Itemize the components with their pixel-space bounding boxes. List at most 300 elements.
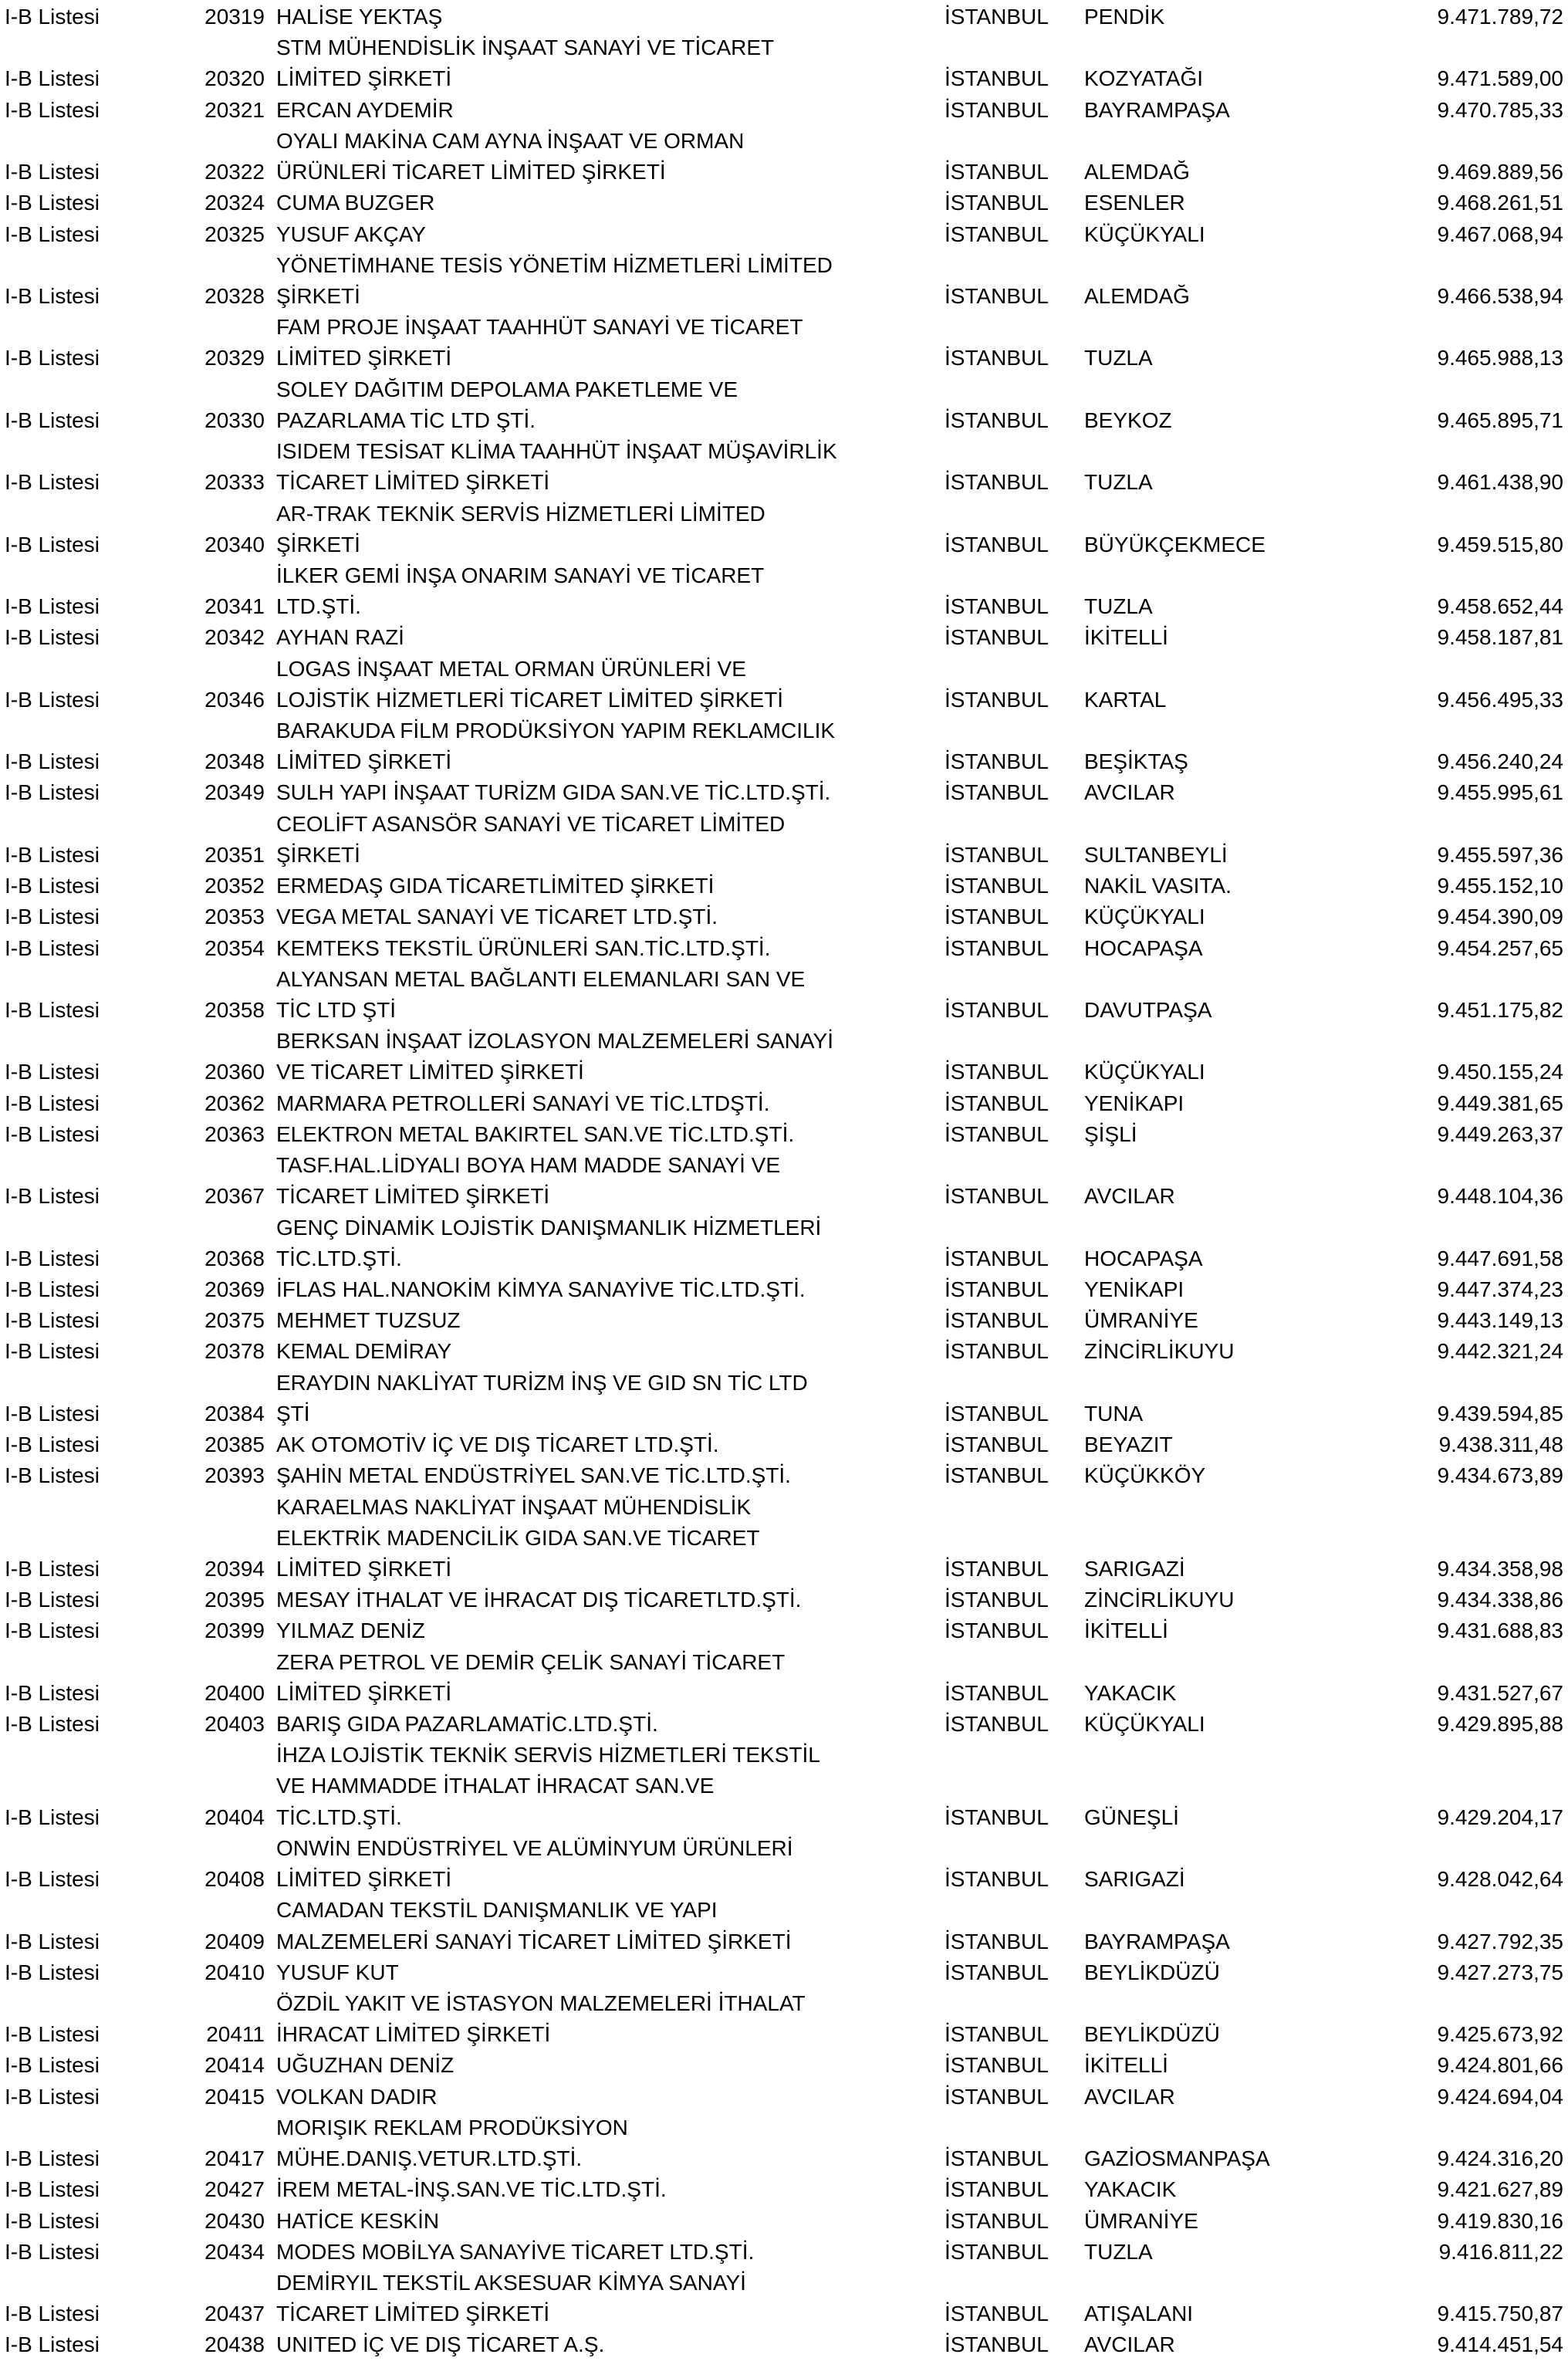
table-row <box>0 250 1563 312</box>
amount: 9.429.895,88 <box>1437 1712 1563 1737</box>
table-row <box>0 1988 1563 2050</box>
district: KÜÇÜKKÖY <box>1084 1463 1206 1488</box>
city: İSTANBUL <box>945 2084 1049 2109</box>
company-name-line: İHZA LOJİSTİK TEKNİK SERVİS HİZMETLERİ TEKSTİL <box>276 1743 820 1767</box>
record-number: 20410 <box>204 1960 265 1984</box>
table-row <box>0 1368 1563 1429</box>
table-row <box>0 436 1563 498</box>
city: İSTANBUL <box>945 1091 1049 1115</box>
list-label: I-B Listesi <box>5 1339 100 1364</box>
table-row <box>0 1615 1563 1646</box>
company-name-line: İHRACAT LİMİTED ŞİRKETİ <box>276 2022 551 2047</box>
company-name-line: YUSUF KUT <box>276 1960 399 1984</box>
city: İSTANBUL <box>945 346 1049 370</box>
table-row <box>0 126 1563 188</box>
record-number: 20384 <box>204 1401 265 1426</box>
company-name-line: TİCARET LİMİTED ŞİRKETİ <box>276 2302 550 2326</box>
company-name <box>265 2112 945 2174</box>
company-name-line: TİC LTD ŞTİ <box>276 998 397 1022</box>
city: İSTANBUL <box>945 625 1049 650</box>
city: İSTANBUL <box>945 408 1049 432</box>
company-name-line: MODES MOBİLYA SANAYİVE TİCARET LTD.ŞTİ. <box>276 2239 755 2264</box>
table-row <box>0 1740 1563 1833</box>
company-name <box>265 1088 945 1119</box>
record-number: 20346 <box>204 687 265 712</box>
company-name <box>265 2082 945 2112</box>
district: AVCILAR <box>1084 1184 1175 1209</box>
amount: 9.451.175,82 <box>1437 998 1563 1022</box>
list-label: I-B Listesi <box>5 842 100 867</box>
company-name <box>265 188 945 218</box>
table-row <box>0 715 1563 777</box>
list-label: I-B Listesi <box>5 346 100 370</box>
company-name <box>265 2 945 32</box>
company-name-line: ŞTİ <box>276 1401 310 1426</box>
city: İSTANBUL <box>945 191 1049 215</box>
list-label: I-B Listesi <box>5 935 100 960</box>
list-label: I-B Listesi <box>5 2239 100 2264</box>
city: İSTANBUL <box>945 1401 1049 1426</box>
table-row <box>0 2206 1563 2237</box>
company-name-line: UNITED İÇ VE DIŞ TİCARET A.Ş. <box>276 2332 605 2357</box>
table-row <box>0 1274 1563 1305</box>
table-row <box>0 1336 1563 1367</box>
list-label: I-B Listesi <box>5 97 100 122</box>
list-label: I-B Listesi <box>5 2332 100 2357</box>
company-name-line: HATİCE KESKİN <box>276 2208 440 2233</box>
amount: 9.431.688,83 <box>1437 1619 1563 1643</box>
amount: 9.428.042,64 <box>1437 1867 1563 1892</box>
amount: 9.449.381,65 <box>1437 1091 1563 1115</box>
city: İSTANBUL <box>945 2208 1049 2233</box>
company-name <box>265 1833 945 1895</box>
city: İSTANBUL <box>945 1680 1049 1705</box>
amount: 9.424.316,20 <box>1437 2146 1563 2171</box>
company-name-line: MALZEMELERİ SANAYİ TİCARET LİMİTED ŞİRKETİ <box>276 1929 792 1953</box>
city: İSTANBUL <box>945 1060 1049 1084</box>
company-name <box>265 2206 945 2237</box>
district: GÜNEŞLİ <box>1084 1805 1179 1829</box>
list-label: I-B Listesi <box>5 66 100 91</box>
city: İSTANBUL <box>945 1619 1049 1643</box>
table-row <box>0 1585 1563 1615</box>
company-name-line: TİC.LTD.ŞTİ. <box>276 1805 402 1829</box>
district: BÜYÜKÇEKMECE <box>1084 532 1266 556</box>
company-name-line: ERAYDIN NAKLİYAT TURİZM İNŞ VE GID SN TİC LTD <box>276 1370 808 1395</box>
list-label: I-B Listesi <box>5 1588 100 1612</box>
list-label: I-B Listesi <box>5 1960 100 1984</box>
company-name-line: MORIŞIK REKLAM PRODÜKSİYON <box>276 2115 628 2139</box>
city: İSTANBUL <box>945 97 1049 122</box>
company-name-line: YÖNETİMHANE TESİS YÖNETİM HİZMETLERİ LİMİTED <box>276 252 833 277</box>
company-name-line: ŞİRKETİ <box>276 532 360 556</box>
amount: 9.456.240,24 <box>1437 749 1563 774</box>
list-label: I-B Listesi <box>5 1680 100 1705</box>
table-row <box>0 809 1563 871</box>
district: İKİTELLİ <box>1084 625 1168 650</box>
amount: 9.434.338,86 <box>1437 1588 1563 1612</box>
city: İSTANBUL <box>945 1432 1049 1457</box>
table-row <box>0 1895 1563 1957</box>
district: KÜÇÜKYALI <box>1084 1060 1205 1084</box>
table-row <box>0 964 1563 1026</box>
list-label: I-B Listesi <box>5 998 100 1022</box>
company-name-line: ZERA PETROL VE DEMİR ÇELİK SANAYİ TİCARET <box>276 1649 786 1674</box>
table-row <box>0 1305 1563 1336</box>
amount: 9.419.830,16 <box>1437 2208 1563 2233</box>
company-name <box>265 1429 945 1460</box>
company-name <box>265 1460 945 1491</box>
table-row <box>0 2174 1563 2205</box>
amount: 9.454.257,65 <box>1437 935 1563 960</box>
record-number: 20434 <box>204 2239 265 2264</box>
list-label: I-B Listesi <box>5 470 100 495</box>
table-row <box>0 32 1563 94</box>
amount: 9.449.263,37 <box>1437 1121 1563 1146</box>
company-name <box>265 2237 945 2268</box>
table-row <box>0 1957 1563 1988</box>
table-row <box>0 654 1563 715</box>
company-name-line: ALYANSAN METAL BAĞLANTI ELEMANLARI SAN VE <box>276 966 806 991</box>
company-name-line: LOJİSTİK HİZMETLERİ TİCARET LİMİTED ŞİRKETİ <box>276 687 784 712</box>
company-name-line: BARIŞ GIDA PAZARLAMATİC.LTD.ŞTİ. <box>276 1712 658 1737</box>
district: BEŞİKTAŞ <box>1084 749 1188 774</box>
company-name <box>265 560 945 622</box>
list-label: I-B Listesi <box>5 1308 100 1333</box>
company-name-line: BARAKUDA FİLM PRODÜKSİYON YAPIM REKLAMCILIK <box>276 719 836 743</box>
list-label: I-B Listesi <box>5 2302 100 2326</box>
company-name-line: ŞİRKETİ <box>276 842 360 867</box>
company-name-line: LİMİTED ŞİRKETİ <box>276 1867 452 1892</box>
record-number: 20358 <box>204 998 265 1022</box>
list-label: I-B Listesi <box>5 1929 100 1953</box>
company-name-line: VOLKAN DADIR <box>276 2084 438 2109</box>
district: AVCILAR <box>1084 780 1175 805</box>
table-row <box>0 1429 1563 1460</box>
district: YENİKAPI <box>1084 1091 1184 1115</box>
record-number: 20362 <box>204 1091 265 1115</box>
amount: 9.471.589,00 <box>1437 66 1563 91</box>
table-row <box>0 622 1563 653</box>
district: SARIGAZİ <box>1084 1556 1185 1581</box>
record-number: 20354 <box>204 935 265 960</box>
company-name-line: SOLEY DAĞITIM DEPOLAMA PAKETLEME VE <box>276 377 738 401</box>
record-number: 20333 <box>204 470 265 495</box>
list-label: I-B Listesi <box>5 532 100 556</box>
company-name <box>265 95 945 126</box>
table-row <box>0 1647 1563 1709</box>
company-name <box>265 901 945 932</box>
district: İKİTELLİ <box>1084 1619 1168 1643</box>
record-number: 20375 <box>204 1308 265 1333</box>
company-name-line: İREM METAL-İNŞ.SAN.VE TİC.LTD.ŞTİ. <box>276 2177 667 2202</box>
district: ZİNCİRLİKUYU <box>1084 1588 1235 1612</box>
amount: 9.443.149,13 <box>1437 1308 1563 1333</box>
city: İSTANBUL <box>945 2146 1049 2171</box>
district: BEYLİKDÜZÜ <box>1084 1960 1220 1984</box>
amount: 9.427.792,35 <box>1437 1929 1563 1953</box>
amount: 9.416.811,22 <box>1438 2239 1563 2264</box>
company-name <box>265 1615 945 1646</box>
district: BEYKOZ <box>1084 408 1172 432</box>
company-name-line: ÜRÜNLERİ TİCARET LİMİTED ŞİRKETİ <box>276 160 666 184</box>
district: TUNA <box>1084 1401 1144 1426</box>
company-name <box>265 654 945 715</box>
company-name-line: CEOLİFT ASANSÖR SANAYİ VE TİCARET LİMİTED <box>276 811 786 836</box>
company-name <box>265 499 945 560</box>
city: İSTANBUL <box>945 470 1049 495</box>
company-name-line: GENÇ DİNAMİK LOJİSTİK DANIŞMANLIK HİZMETLERİ <box>276 1215 822 1240</box>
city: İSTANBUL <box>945 687 1049 712</box>
company-name <box>265 1895 945 1957</box>
city: İSTANBUL <box>945 935 1049 960</box>
company-name-line: FAM PROJE İNŞAAT TAAHHÜT SANAYİ VE TİCARET <box>276 315 803 340</box>
city: İSTANBUL <box>945 160 1049 184</box>
district: ATIŞALANI <box>1084 2302 1194 2326</box>
amount: 9.458.187,81 <box>1437 625 1563 650</box>
company-name-line: İFLAS HAL.NANOKİM KİMYA SANAYİVE TİC.LTD.ŞTİ. <box>276 1277 806 1301</box>
table-row <box>0 188 1563 218</box>
company-name-line: SULH YAPI İNŞAAT TURİZM GIDA SAN.VE TİC.LTD.ŞTİ. <box>276 780 831 805</box>
table-row <box>0 374 1563 436</box>
city: İSTANBUL <box>945 2053 1049 2078</box>
list-label: I-B Listesi <box>5 1184 100 1209</box>
amount: 9.447.374,23 <box>1437 1277 1563 1301</box>
company-name-line: LİMİTED ŞİRKETİ <box>276 66 452 91</box>
table-row <box>0 499 1563 560</box>
district: YENİKAPI <box>1084 1277 1184 1301</box>
company-name <box>265 32 945 94</box>
district: ŞİŞLİ <box>1084 1121 1137 1146</box>
city: İSTANBUL <box>945 2332 1049 2357</box>
record-number: 20408 <box>204 1867 265 1892</box>
district: AVCILAR <box>1084 2084 1175 2109</box>
amount: 9.466.538,94 <box>1437 283 1563 308</box>
district: HOCAPAŞA <box>1084 1246 1203 1270</box>
company-name-line: BERKSAN İNŞAAT İZOLASYON MALZEMELERİ SANAYİ <box>276 1029 833 1054</box>
district: PENDİK <box>1084 5 1165 29</box>
city: İSTANBUL <box>945 1929 1049 1953</box>
table-row <box>0 901 1563 932</box>
record-number: 20328 <box>204 283 265 308</box>
company-name-line: DEMİRYIL TEKSTİL AKSESUAR KİMYA SANAYİ <box>276 2270 746 2295</box>
list-label: I-B Listesi <box>5 1401 100 1426</box>
list-label: I-B Listesi <box>5 1277 100 1301</box>
list-label: I-B Listesi <box>5 2053 100 2078</box>
company-name <box>265 2268 945 2329</box>
company-name <box>265 715 945 777</box>
amount: 9.458.652,44 <box>1437 594 1563 619</box>
amount: 9.468.261,51 <box>1437 191 1563 215</box>
list-label: I-B Listesi <box>5 191 100 215</box>
amount: 9.429.204,17 <box>1437 1805 1563 1829</box>
company-name <box>265 312 945 374</box>
record-number: 20353 <box>204 905 265 929</box>
company-name <box>265 1988 945 2050</box>
district: GAZİOSMANPAŞA <box>1084 2146 1270 2171</box>
table-row <box>0 1833 1563 1895</box>
company-name-line: ÖZDİL YAKIT VE İSTASYON MALZEMELERİ İTHALAT <box>276 1991 806 2015</box>
amount: 9.434.358,98 <box>1437 1556 1563 1581</box>
company-name-line: CUMA BUZGER <box>276 191 435 215</box>
list-label: I-B Listesi <box>5 1805 100 1829</box>
record-number: 20394 <box>204 1556 265 1581</box>
city: İSTANBUL <box>945 5 1049 29</box>
amount: 9.421.627,89 <box>1437 2177 1563 2202</box>
company-name <box>265 933 945 964</box>
company-name <box>265 250 945 312</box>
company-name-line: HALİSE YEKTAŞ <box>276 5 443 29</box>
table-row <box>0 871 1563 901</box>
list-label: I-B Listesi <box>5 160 100 184</box>
record-number: 20403 <box>204 1712 265 1737</box>
company-name-line: LİMİTED ŞİRKETİ <box>276 1556 452 1581</box>
amount: 9.459.515,80 <box>1437 532 1563 556</box>
district: ÜMRANİYE <box>1084 2208 1198 2233</box>
company-name-line: TİC.LTD.ŞTİ. <box>276 1246 402 1270</box>
table-row <box>0 2237 1563 2268</box>
company-name <box>265 1740 945 1833</box>
city: İSTANBUL <box>945 874 1049 898</box>
district: SULTANBEYLİ <box>1084 842 1228 867</box>
company-name-line: ELEKTRİK MADENCİLİK GIDA SAN.VE TİCARET <box>276 1525 760 1550</box>
record-number: 20341 <box>204 594 265 619</box>
company-name-line: OYALI MAKİNA CAM AYNA İNŞAAT VE ORMAN <box>276 128 745 153</box>
city: İSTANBUL <box>945 1277 1049 1301</box>
table-row <box>0 219 1563 250</box>
amount: 9.465.988,13 <box>1437 346 1563 370</box>
city: İSTANBUL <box>945 1121 1049 1146</box>
table-row <box>0 933 1563 964</box>
amount: 9.447.691,58 <box>1437 1246 1563 1270</box>
district: NAKİL VASITA. <box>1084 874 1232 898</box>
city: İSTANBUL <box>945 594 1049 619</box>
record-number: 20324 <box>204 191 265 215</box>
company-name-line: AYHAN RAZİ <box>276 625 404 650</box>
table-row <box>0 560 1563 622</box>
company-name-line: ELEKTRON METAL BAKIRTEL SAN.VE TİC.LTD.ŞTİ. <box>276 1121 795 1146</box>
company-name <box>265 1274 945 1305</box>
district: BAYRAMPAŞA <box>1084 97 1230 122</box>
record-number: 20437 <box>204 2302 265 2326</box>
amount: 9.465.895,71 <box>1437 408 1563 432</box>
city: İSTANBUL <box>945 2022 1049 2047</box>
company-name-line: ŞİRKETİ <box>276 283 360 308</box>
company-name <box>265 1709 945 1740</box>
city: İSTANBUL <box>945 2239 1049 2264</box>
record-number: 20342 <box>204 625 265 650</box>
amount: 9.415.750,87 <box>1437 2302 1563 2326</box>
company-name <box>265 1213 945 1274</box>
table-row <box>0 95 1563 126</box>
city: İSTANBUL <box>945 283 1049 308</box>
city: İSTANBUL <box>945 1867 1049 1892</box>
record-number: 20399 <box>204 1619 265 1643</box>
table-row <box>0 777 1563 808</box>
table-row <box>0 1492 1563 1585</box>
city: İSTANBUL <box>945 1588 1049 1612</box>
company-name <box>265 2050 945 2081</box>
company-name <box>265 622 945 653</box>
list-label: I-B Listesi <box>5 2022 100 2047</box>
city: İSTANBUL <box>945 2302 1049 2326</box>
company-name <box>265 1957 945 1988</box>
company-name-line: MESAY İTHALAT VE İHRACAT DIŞ TİCARETLTD.ŞTİ. <box>276 1588 802 1612</box>
company-name-line: VE HAMMADDE İTHALAT İHRACAT SAN.VE <box>276 1774 715 1798</box>
company-name <box>265 871 945 901</box>
amount: 9.448.104,36 <box>1437 1184 1563 1209</box>
district: TUZLA <box>1084 470 1153 495</box>
company-name <box>265 1150 945 1212</box>
company-name-line: İLKER GEMİ İNŞA ONARIM SANAYİ VE TİCARET <box>276 563 765 587</box>
company-name-line: MÜHE.DANIŞ.VETUR.LTD.ŞTİ. <box>276 2146 583 2171</box>
district: DAVUTPAŞA <box>1084 998 1212 1022</box>
table-row <box>0 1460 1563 1491</box>
amount: 9.431.527,67 <box>1437 1680 1563 1705</box>
record-number: 20411 <box>206 2022 265 2047</box>
district: KOZYATAĞI <box>1084 66 1204 91</box>
city: İSTANBUL <box>945 1184 1049 1209</box>
district: ALEMDAĞ <box>1084 160 1190 184</box>
city: İSTANBUL <box>945 222 1049 246</box>
list-label: I-B Listesi <box>5 749 100 774</box>
district: TUZLA <box>1084 594 1153 619</box>
company-name <box>265 1492 945 1585</box>
city: İSTANBUL <box>945 1308 1049 1333</box>
company-name-line: UĞUZHAN DENİZ <box>276 2053 455 2078</box>
list-label: I-B Listesi <box>5 1121 100 1146</box>
record-number: 20352 <box>204 874 265 898</box>
table-row <box>0 2050 1563 2081</box>
record-number: 20430 <box>204 2208 265 2233</box>
company-name-line: VEGA METAL SANAYİ VE TİCARET LTD.ŞTİ. <box>276 905 718 929</box>
district: İKİTELLİ <box>1084 2053 1168 2078</box>
district: BEYLİKDÜZÜ <box>1084 2022 1220 2047</box>
company-name-line: KARAELMAS NAKLİYAT İNŞAAT MÜHENDİSLİK <box>276 1494 752 1519</box>
table-row <box>0 1709 1563 1740</box>
record-number: 20438 <box>204 2332 265 2357</box>
list-label: I-B Listesi <box>5 905 100 929</box>
company-name-line: TASF.HAL.LİDYALI BOYA HAM MADDE SANAYİ VE <box>276 1153 780 1178</box>
company-name-line: AR-TRAK TEKNİK SERVİS HİZMETLERİ LİMİTED <box>276 501 765 526</box>
city: İSTANBUL <box>945 842 1049 867</box>
table-row <box>0 1119 1563 1150</box>
company-name-line: ŞAHİN METAL ENDÜSTRİYEL SAN.VE TİC.LTD.ŞTİ. <box>276 1463 791 1488</box>
district: BAYRAMPAŞA <box>1084 1929 1230 1953</box>
record-number: 20348 <box>204 749 265 774</box>
company-name <box>265 964 945 1026</box>
company-name-line: TİCARET LİMİTED ŞİRKETİ <box>276 470 550 495</box>
record-number: 20400 <box>204 1680 265 1705</box>
company-name <box>265 219 945 250</box>
district: KÜÇÜKYALI <box>1084 1712 1205 1737</box>
city: İSTANBUL <box>945 998 1049 1022</box>
company-name-line: KEMAL DEMİRAY <box>276 1339 452 1364</box>
company-name-line: TİCARET LİMİTED ŞİRKETİ <box>276 1184 550 1209</box>
amount: 9.424.801,66 <box>1437 2053 1563 2078</box>
city: İSTANBUL <box>945 780 1049 805</box>
company-name <box>265 1585 945 1615</box>
table-row <box>0 1213 1563 1274</box>
list-label: I-B Listesi <box>5 1463 100 1488</box>
list-label: I-B Listesi <box>5 5 100 29</box>
company-name <box>265 1305 945 1336</box>
district: KÜÇÜKYALI <box>1084 905 1205 929</box>
company-name-line: LİMİTED ŞİRKETİ <box>276 1680 452 1705</box>
table-row <box>0 2112 1563 2174</box>
company-name <box>265 1026 945 1087</box>
amount: 9.455.995,61 <box>1437 780 1563 805</box>
